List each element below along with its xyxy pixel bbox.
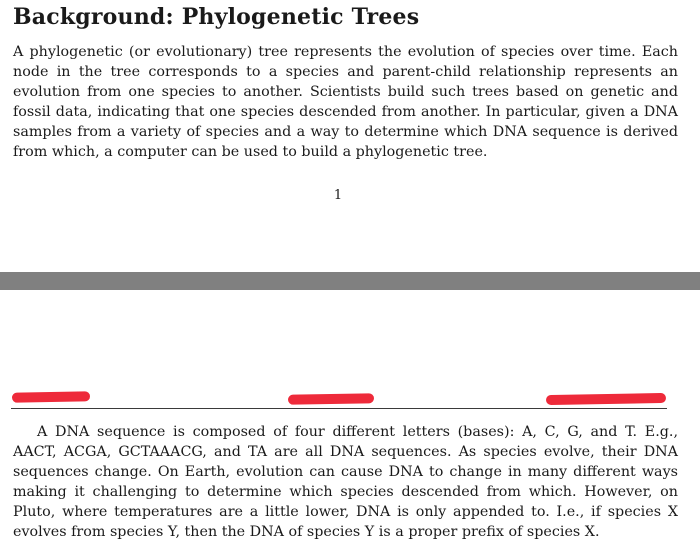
redaction-mark	[12, 391, 90, 402]
page-separator	[0, 272, 700, 290]
background-paragraph: A phylogenetic (or evolutionary) tree represents the evolution of species over time. Each node in the tree corresponds to a species and parent-child relationship represents an evolution from one species to another. Scientists build such trees based on genetic and fossil data, indicating that one species descended from another. In particular, given a DNA samples from a variety of species and a way to determine which DNA sequence is derived from which, a computer can be used to build a phylogenetic tree.	[13, 44, 678, 160]
redaction-mark	[546, 393, 666, 405]
section-heading: Background: Phylogenetic Trees	[13, 4, 420, 30]
page-number: 1	[333, 188, 343, 203]
dna-paragraph: A DNA sequence is composed of four different letters (bases): A, C, G, and T. E.g., AACT, ACGA, GCTAAACG, and TA are all DNA sequences. As species evolve, their DNA sequences change. On Earth, evolution can cause DNA to change in many different ways making it challenging to determine which species descended from which. However, on Pluto, where temperatures are a little lower, DNA is only appended to. I.e., if species X evolves from species Y, then the DNA of species Y is a proper prefix of species X.	[13, 424, 678, 540]
header-rule	[11, 408, 667, 409]
redaction-mark	[288, 393, 374, 404]
